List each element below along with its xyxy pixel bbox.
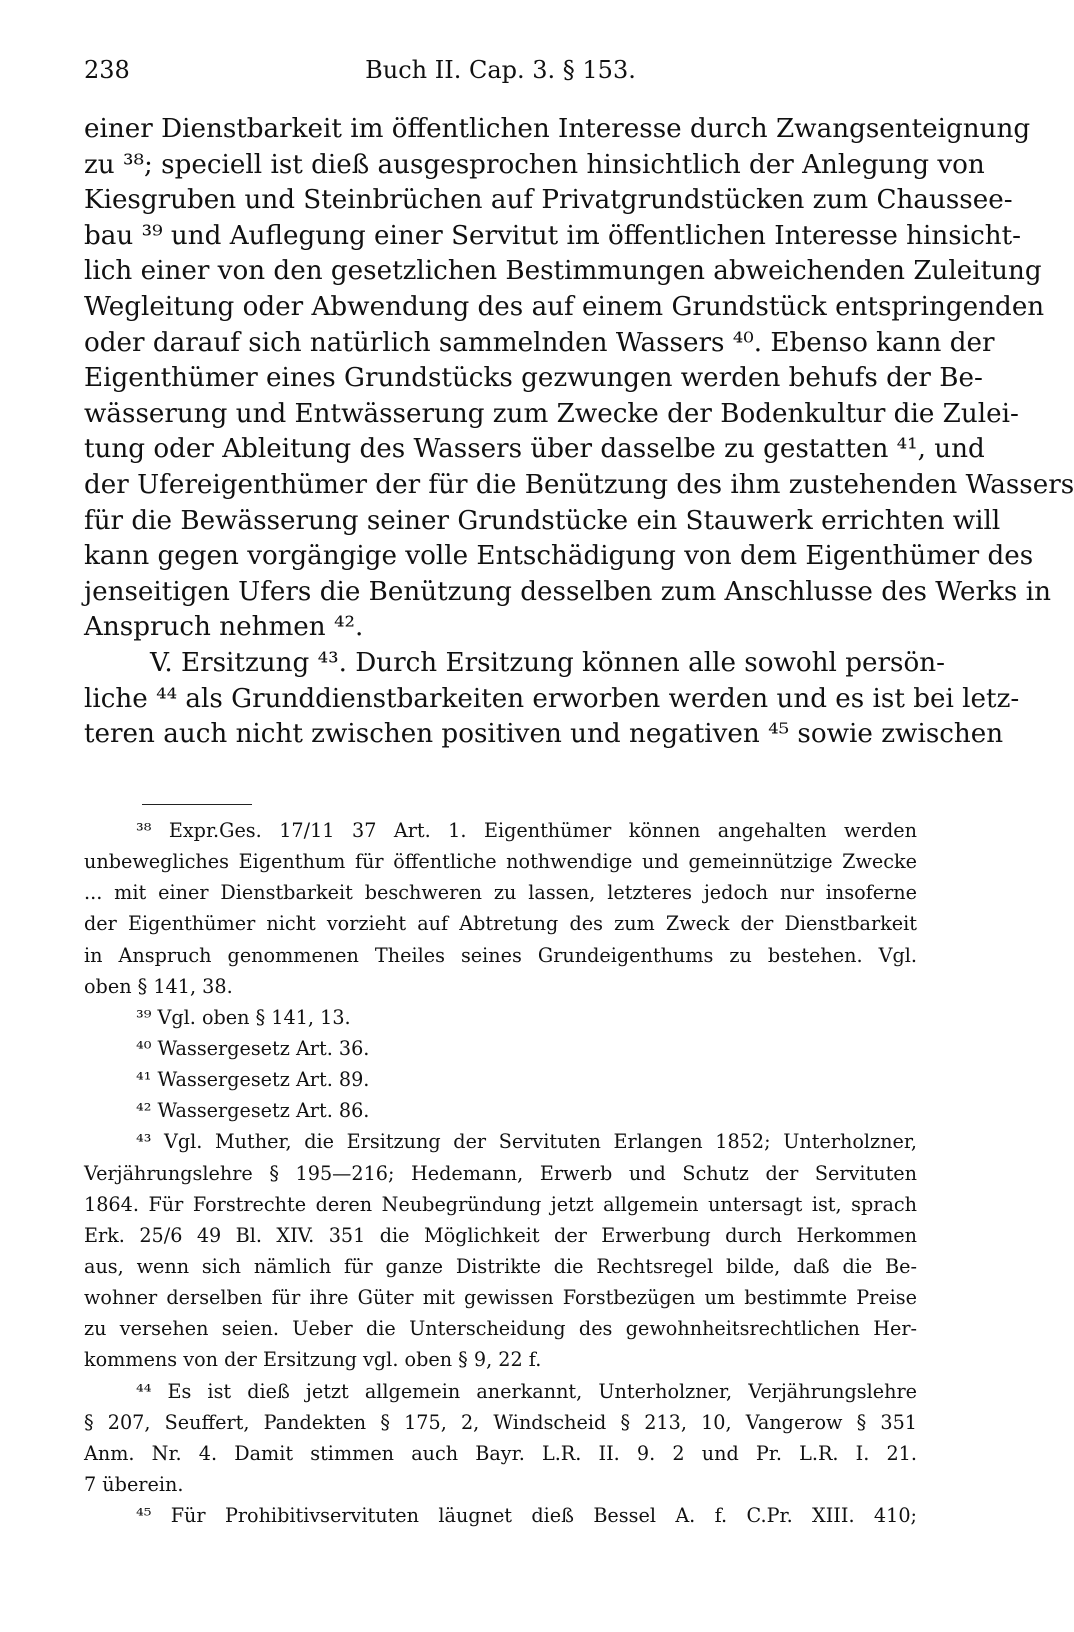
footnote-line: 7 überein. bbox=[84, 1472, 184, 1496]
text-line: für die Bewässerung seiner Grundstücke ein Stauwerk errichten will bbox=[84, 505, 1001, 536]
text-line: kann gegen vorgängige volle Entschädigung von dem Eigenthümer des bbox=[84, 541, 1034, 572]
section-heading-line: V. Ersitzung ⁴³. Durch Ersitzung können alle sowohl persön- bbox=[150, 647, 945, 678]
footnote-line: kommens von der Ersitzung vgl. oben § 9, 22 f. bbox=[84, 1348, 542, 1372]
text-line: bau ³⁹ und Auflegung einer Servitut im öffentlichen Interesse hinsicht- bbox=[84, 220, 1022, 251]
running-head: Buch II. Cap. 3. § 153. bbox=[365, 56, 636, 84]
text-line: einer Dienstbarkeit im öffentlichen Interesse durch Zwangsenteignung bbox=[84, 114, 1031, 144]
text-line: Wegleitung oder Abwendung des auf einem Grundstück entspringenden bbox=[84, 291, 1045, 322]
footnotes bbox=[84, 815, 917, 1531]
footnote-line: ⁴⁰ Wassergesetz Art. 36. bbox=[136, 1036, 370, 1060]
text-line: oder darauf sich natürlich sammelnden Wassers ⁴⁰. Ebenso kann der bbox=[84, 327, 995, 358]
footnote-line: Erk. 25/6 49 Bl. XIV. 351 die Möglichkeit der Erwerbung durch Herkommen bbox=[84, 1223, 917, 1247]
text-line: Kiesgruben und Steinbrüchen auf Privatgrundstücken zum Chaussee- bbox=[84, 185, 1013, 216]
footnote-line: zu versehen seien. Ueber die Unterscheidung des gewohnheitsrechtlichen Her- bbox=[84, 1317, 917, 1341]
footnote-separator bbox=[142, 804, 252, 805]
footnote-line: ... mit einer Dienstbarkeit beschweren zu lassen, letzteres jedoch nur insoferne bbox=[84, 881, 917, 905]
page-number: 238 bbox=[84, 56, 130, 84]
footnote-line: ⁴⁵ Für Prohibitivservituten läugnet dieß Bessel A. f. C.Pr. XIII. 410; bbox=[136, 1504, 917, 1528]
footnote-line: oben § 141, 38. bbox=[84, 974, 233, 998]
footnote-line: 1864. Für Forstrechte deren Neubegründung jetzt allgemein untersagt ist, sprach bbox=[84, 1192, 917, 1216]
footnote-line: ⁴³ Vgl. Muther, die Ersitzung der Servituten Erlangen 1852; Unterholzner, bbox=[136, 1130, 917, 1154]
footnote-line: ⁴² Wassergesetz Art. 86. bbox=[136, 1099, 370, 1123]
footnote-line: ³⁹ Vgl. oben § 141, 13. bbox=[136, 1005, 351, 1029]
text-line: Eigenthümer eines Grundstücks gezwungen werden behufs der Be- bbox=[84, 363, 983, 394]
footnote-line: unbewegliches Eigenthum für öffentliche nothwendige und gemeinnützige Zwecke bbox=[84, 850, 917, 874]
footnote-line: aus, wenn sich nämlich für ganze Distrikte die Rechtsregel bilde, daß die Be- bbox=[84, 1254, 917, 1278]
text-line: Anspruch nehmen ⁴². bbox=[84, 612, 364, 643]
text-line: tung oder Ableitung des Wassers über dasselbe zu gestatten ⁴¹, und bbox=[84, 434, 985, 465]
text-line: jenseitigen Ufers die Benützung desselben zum Anschlusse des Werks in bbox=[84, 576, 1051, 607]
footnote-line: ⁴¹ Wassergesetz Art. 89. bbox=[136, 1068, 370, 1092]
page-header bbox=[84, 56, 917, 96]
footnote-line: ⁴⁴ Es ist dieß jetzt allgemein anerkannt, Unterholzner, Verjährungslehre bbox=[136, 1379, 917, 1403]
footnote-line: Verjährungslehre § 195—216; Hedemann, Erwerb und Schutz der Servituten bbox=[84, 1161, 917, 1185]
text-line: lich einer von den gesetzlichen Bestimmungen abweichenden Zuleitung bbox=[84, 256, 1042, 287]
text-line: wässerung und Entwässerung zum Zwecke der Bodenkultur die Zulei- bbox=[84, 398, 1019, 429]
footnote-line: ³⁸ Expr.Ges. 17/11 37 Art. 1. Eigenthümer können angehalten werden bbox=[136, 819, 917, 842]
footnote-line: in Anspruch genommenen Theiles seines Grundeigenthums zu bestehen. Vgl. bbox=[84, 943, 917, 967]
text-line: zu ³⁸; speciell ist dieß ausgesprochen hinsichtlich der Anlegung von bbox=[84, 149, 985, 180]
text-line: der Ufereigenthümer der für die Benützung des ihm zustehenden Wassers bbox=[84, 469, 1074, 500]
main-text bbox=[84, 112, 1074, 753]
footnote-line: der Eigenthümer nicht vorzieht auf Abtretung des zum Zweck der Dienstbarkeit bbox=[84, 912, 917, 936]
footnote-line: Anm. Nr. 4. Damit stimmen auch Bayr. L.R. II. 9. 2 und Pr. L.R. I. 21. bbox=[84, 1441, 917, 1465]
text-line: teren auch nicht zwischen positiven und negativen ⁴⁵ sowie zwischen bbox=[84, 719, 1004, 750]
footnote-line: wohner derselben für ihre Güter mit gewissen Forstbezügen um bestimmte Preise bbox=[84, 1286, 917, 1310]
text-line: liche ⁴⁴ als Grunddienstbarkeiten erworben werden und es ist bei letz- bbox=[84, 683, 1020, 714]
footnote-line: § 207, Seuffert, Pandekten § 175, 2, Windscheid § 213, 10, Vangerow § 351 bbox=[84, 1410, 917, 1434]
